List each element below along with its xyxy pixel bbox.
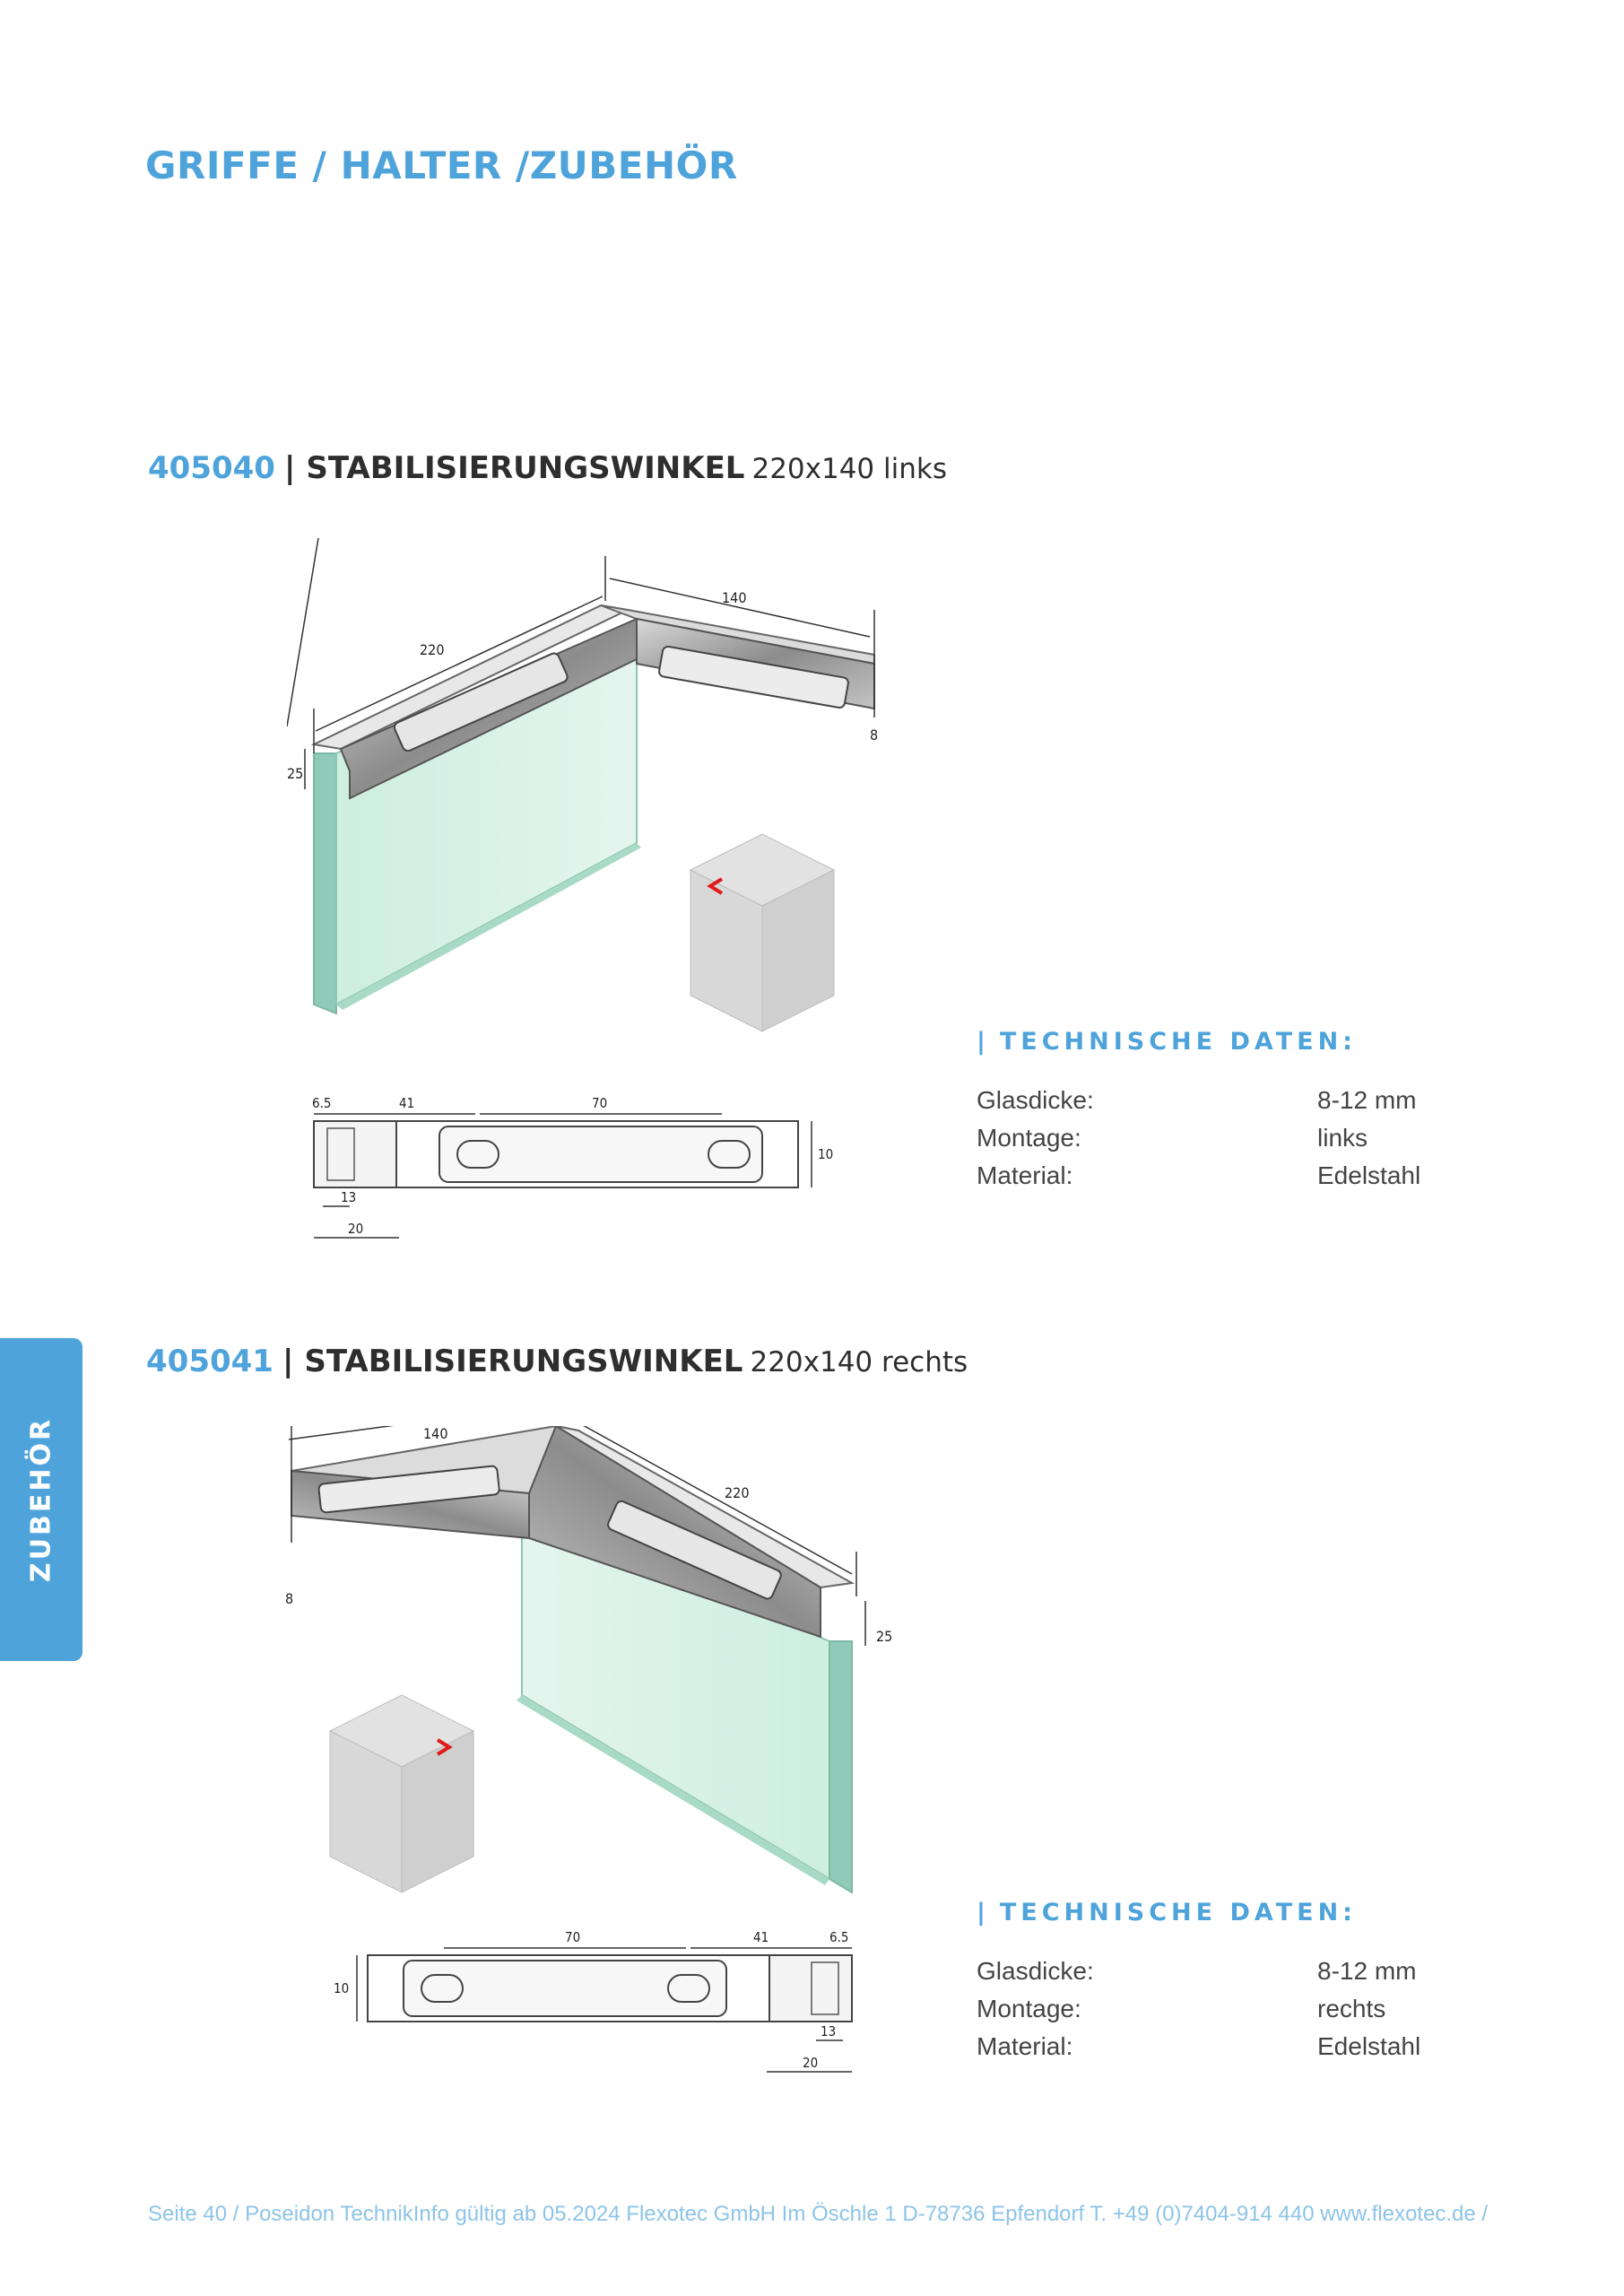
spec-title: TECHNISCHE DATEN: [999,1028,1357,1056]
dim-height: 25 [876,1628,893,1645]
corner-mount-icon [330,1695,473,1892]
dim-thickness: 8 [870,726,879,744]
spec-row [977,1161,1479,1199]
dim-long: 220 [725,1484,750,1501]
product-name: STABILISIERUNGSWINKEL [304,1344,743,1379]
page-title: GRIFFE / HALTER /ZUBEHÖR [145,144,738,187]
spec-row [977,1957,1479,1995]
product-heading-405040 [148,450,947,486]
plan-dim-e: 13 [821,2023,837,2039]
spec-value: 8-12 mm [1317,1957,1417,1985]
spec-value: Edelstahl [1317,1161,1421,1189]
plan-dim-b: 41 [399,1095,415,1111]
spec-value: links [1317,1124,1368,1152]
spec-label: Glasdicke: [977,1086,1094,1114]
page-footer: Seite 40 / Poseidon TechnikInfo gültig ab 05.2024 Flexotec GmbH Im Öschle 1 D-78736 Epfendorf T. +49 (0)7404-914 440 www.flexotec.de / [148,2202,1489,2226]
spec-label: Montage: [977,1124,1081,1152]
dim-thickness: 8 [285,1590,294,1607]
spec-row [977,1995,1479,2032]
plan-view [312,1095,833,1238]
product-code: 405040 [148,450,275,486]
plan-view [334,1929,852,2072]
plan-dim-c: 70 [565,1929,581,1945]
dim-long: 220 [420,641,445,658]
dim-short: 140 [423,1426,448,1442]
spec-row [977,1086,1479,1124]
plan-dim-e: 13 [341,1189,357,1205]
plan-dim-f: 20 [803,2055,819,2071]
plan-dim-a: 6.5 [312,1095,332,1111]
product-name: STABILISIERUNGSWINKEL [306,450,745,486]
plan-dim-f: 20 [348,1221,364,1237]
spec-header [977,1899,1479,1926]
side-tab-label: ZUBEHÖR [25,1416,57,1583]
plan-dim-c: 70 [592,1095,608,1111]
spec-row [977,2032,1479,2070]
spec-label: Glasdicke: [977,1957,1094,1985]
spec-header-pipe: | [977,1899,986,1926]
product-heading-405041 [146,1344,968,1379]
spec-header-pipe: | [977,1028,986,1056]
dim-height: 25 [287,765,304,782]
plan-dim-a: 6.5 [829,1929,849,1945]
product-code: 405041 [146,1344,274,1379]
spec-label: Montage: [977,1995,1081,2022]
spec-value: 8-12 mm [1317,1086,1417,1114]
heading-separator: | [283,450,296,486]
spec-table-405040 [977,1028,1479,1199]
technical-drawing-left [287,538,933,1256]
corner-mount-icon [690,834,834,1031]
spec-value: rechts [1317,1995,1386,2022]
heading-separator: | [282,1344,294,1379]
dim-short: 140 [722,589,747,606]
spec-label: Material: [977,1161,1073,1189]
plan-dim-d: 10 [818,1146,834,1162]
plan-dim-b: 41 [753,1929,769,1945]
spec-title: TECHNISCHE DATEN: [999,1899,1357,1926]
plan-dim-d: 10 [334,1980,350,1996]
spec-label: Material: [977,2032,1073,2060]
technical-drawing-right [269,1426,915,2108]
spec-value: Edelstahl [1317,2032,1421,2060]
product-dims: 220x140 rechts [750,1346,968,1378]
product-dims: 220x140 links [751,453,947,485]
spec-row [977,1124,1479,1161]
side-tab [0,1338,83,1661]
spec-table-405041 [977,1899,1479,2070]
spec-header [977,1028,1479,1056]
